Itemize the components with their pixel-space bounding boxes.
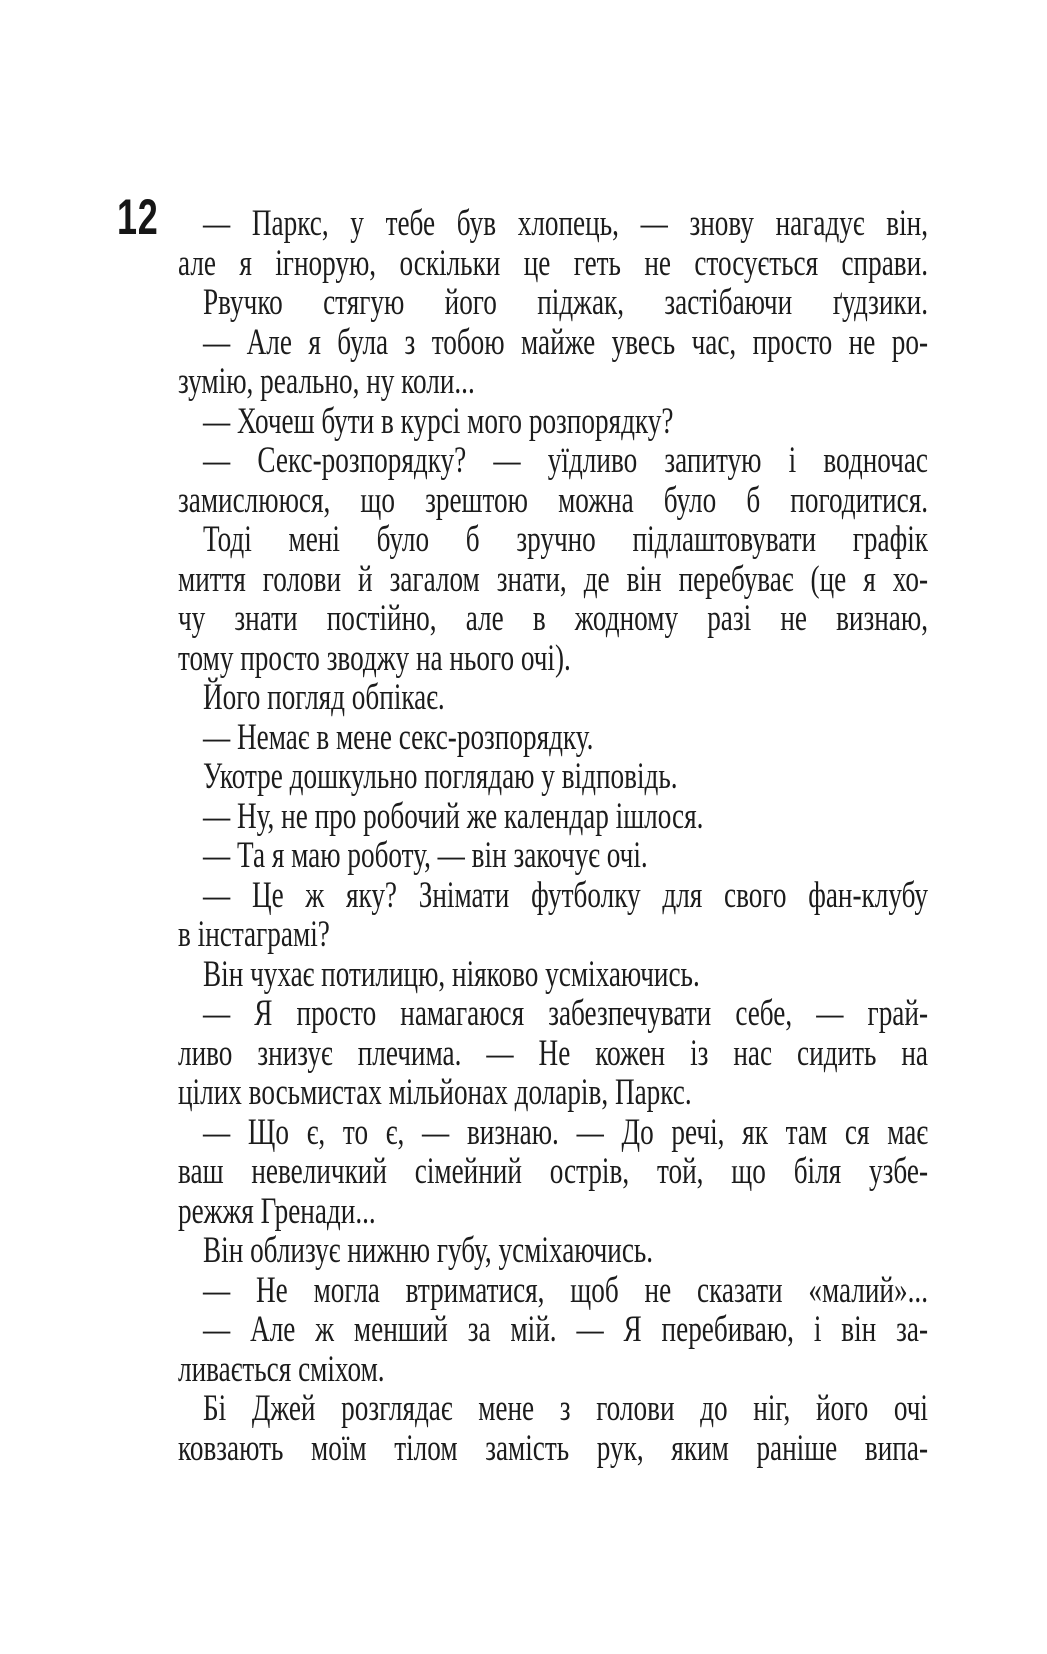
text-line: — Не могла втриматися, щоб не сказати «малий»... (203, 1269, 929, 1311)
text-line: — Але я була з тобою майже увесь час, просто не ро- (203, 321, 929, 363)
text-line: тому просто зводжу на нього очі). (178, 637, 571, 679)
text-line: в інстаграмі? (178, 914, 330, 955)
text-line: режжя Гренади... (178, 1190, 376, 1232)
text-line: — Паркс, у тебе був хлопець, — знову нагадує він, (203, 203, 929, 244)
text-line: — Але ж менший за мій. — Я перебиваю, і він за- (203, 1309, 929, 1350)
text-line: зумію, реально, ну коли... (178, 361, 475, 402)
text-line: — Секс-розпорядку? — уїдливо запитую і водночас (203, 440, 929, 481)
text-line: — Хочеш бути в курсі мого розпорядку? (203, 400, 674, 442)
text-line: — Це ж яку? Знімати футболку для свого фан-клубу (203, 874, 929, 916)
text-line: ваш невеличкий сімейний острів, той, що біля узбе- (178, 1151, 929, 1192)
text-line: — Та я маю роботу, — він закочує очі. (203, 835, 648, 876)
text-line: Рвучко стягую його піджак, застібаючи ґудзики. (203, 282, 929, 323)
text-line: Тоді мені було б зручно підлаштовувати графік (203, 519, 929, 560)
text-line: Його погляд обпікає. (203, 677, 445, 718)
text-line: Укотре дошкульно поглядаю у відповідь. (203, 756, 678, 797)
text-line: Бі Джей розглядає мене з голови до ніг, його очі (203, 1388, 929, 1429)
text-line: цілих восьмистах мільйонах доларів, Паркс. (178, 1072, 692, 1113)
text-line: ливається сміхом. (178, 1348, 385, 1390)
text-line: Він чухає потилицю, ніяково усміхаючись. (203, 953, 700, 995)
text-line: — Я просто намагаюся забезпечувати себе, — грай- (203, 993, 929, 1034)
text-line: чу знати постійно, але в жодному разі не визнаю, (178, 598, 929, 639)
page-number: 12 (117, 189, 159, 245)
text-line: замислююся, що зрештою можна було б погодитися. (178, 479, 929, 521)
text-line: Він облизує нижню губу, усміхаючись. (203, 1230, 654, 1271)
text-line: ливо знизує плечима. — Не кожен із нас сидить на (178, 1032, 929, 1074)
text-line: миття голови й загалом знати, де він перебуває (це я хо- (178, 558, 929, 600)
text-line: — Що є, то є, — визнаю. — До речі, як там ся має (203, 1111, 929, 1153)
text-line: ковзають моїм тілом замість рук, яким раніше випа- (178, 1427, 929, 1469)
text-line: але я ігнорую, оскільки це геть не стосується справи. (178, 242, 929, 284)
body-text-block (178, 204, 928, 1468)
text-line: — Немає в мене секс-розпорядку. (203, 716, 594, 758)
text-line: — Ну, не про робочий же календар ішлося. (203, 795, 704, 837)
